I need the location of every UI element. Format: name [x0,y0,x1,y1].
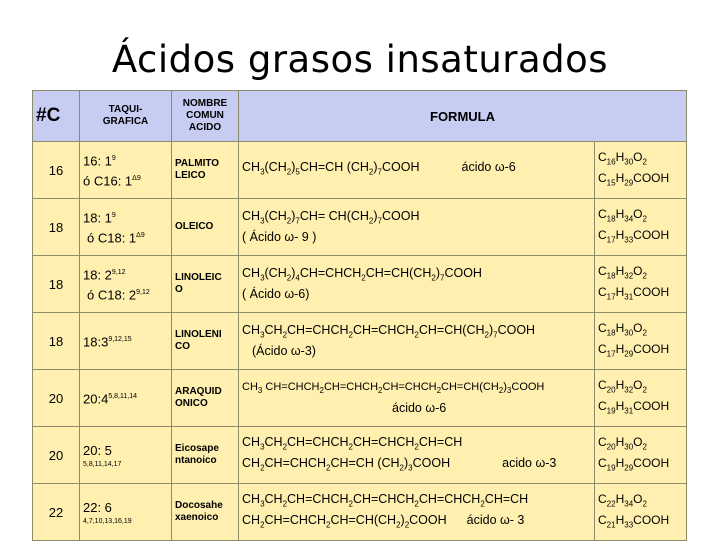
carbon-count: 18 [33,313,80,370]
common-name: Eicosape ntanoico [172,427,239,484]
common-name: Docosahe xaenoico [172,484,239,541]
omega-label: acido ω-3 [502,456,557,470]
omega-label: ( Ácido ω- 9 ) [242,230,317,245]
molecular-formula: $C_{18}H_{30}O_2$ $C_{17}H_{29}COOH$ [595,313,687,370]
shorthand-notation: 18:3$^{9,12,15}$ [80,313,172,370]
shorthand-notation: 22: 6 4,7,10,13,16,19 [80,484,172,541]
carbon-count: 22 [33,484,80,541]
structural-formula: $CH_3(CH_2)_5CH=CH$ $(CH_2)_7COOH$ ácido ω-6 [239,142,595,199]
molecular-formula: $C_{20}H_{32}O_2$ $C_{19}H_{31}COOH$ [595,370,687,427]
page-title: Ácidos grasos insaturados [111,38,609,81]
molecular-formula: $C_{18}H_{32}O_2$ $C_{17}H_{31}COOH$ [595,256,687,313]
carbon-count: 20 [33,427,80,484]
header-nombre-comun: NOMBRE COMUN ACIDO [172,91,239,142]
carbon-count: 18 [33,256,80,313]
header-carbon-count: #C [33,91,80,142]
carbon-count: 20 [33,370,80,427]
common-name: LINOLEIC O [172,256,239,313]
fatty-acids-table [32,90,687,541]
header-taquigrafica: TAQUI- GRAFICA [80,91,172,142]
shorthand-notation: 16: $1^9$ ó C16: $1^{\Delta 9}$ [80,142,172,199]
omega-label: ( Ácido ω-6) [242,287,310,302]
table-row [33,370,687,427]
table-row [33,256,687,313]
common-name: OLEICO [172,199,239,256]
shorthand-notation: 18: 2$^{9,12}$ ó C18: 2$^{9,12}$ [80,256,172,313]
molecular-formula: $C_{20}H_{30}O_2$ $C_{19}H_{29}COOH$ [595,427,687,484]
table-row [33,313,687,370]
table-header-row [33,91,687,142]
structural-formula: $CH_3CH_2CH=CHCH_2CH=CHCH_2CH=CH$ $CH_2CH=CHCH_2CH=CH$ $(CH_2)_3COOH$ acido ω-3 [239,427,595,484]
omega-label: ácido ω- 3 [466,513,525,527]
structural-formula: $CH_3CH_2CH=CHCH_2CH=CHCH_2CH=CH(CH_2)_7COOH$ (Ácido ω-3) [239,313,595,370]
common-name: ARAQUID ONICO [172,370,239,427]
structural-formula: $CH_3(CH_2)_7CH=$ $CH(CH_2)_7COOH$ ( Ácido ω- 9 ) [239,199,595,256]
shorthand-notation: 18: $1^9$ ó C18: $1^{\Delta 9}$ [80,199,172,256]
structural-formula: $CH_3$ $CH=CHCH_2CH=CHCH_2CH=CHCH_2CH=CH(CH_2)_3COOH$ ácido ω-6 [239,370,595,427]
table-row [33,484,687,541]
structural-formula: $CH_3(CH_2)_4CH=CHCH_2CH=CH(CH_2)_7COOH$ ( Ácido ω-6) [239,256,595,313]
carbon-count: 16 [33,142,80,199]
carbon-count: 18 [33,199,80,256]
table-row [33,427,687,484]
structural-formula: $CH_3CH_2CH=CHCH_2CH=CHCH_2CH=CHCH_2CH=CH$ $CH_2CH=CHCH_2CH=CH(CH_2)_2COOH$ ácido ω- 3 [239,484,595,541]
common-name: LINOLENI CO [172,313,239,370]
table-row [33,199,687,256]
shorthand-notation: 20:4$^{5,8,11,14}$ [80,370,172,427]
shorthand-notation: 20: 5 5,8,11,14,17 [80,427,172,484]
omega-label: ácido ω-6 [461,160,516,175]
molecular-formula: $C_{16}H_{30}O_2$ $C_{15}H_{29}COOH$ [595,142,687,199]
omega-label: (Ácido ω-3) [252,344,316,359]
molecular-formula: $C_{18}H_{34}O_2$ $C_{17}H_{33}COOH$ [595,199,687,256]
common-name: PALMITO LEICO [172,142,239,199]
omega-label: ácido ω-6 [392,400,447,415]
table-row [33,142,687,199]
molecular-formula: $C_{22}H_{34}O_2$ $C_{21}H_{33}COOH$ [595,484,687,541]
header-formula: FORMULA [239,91,687,142]
